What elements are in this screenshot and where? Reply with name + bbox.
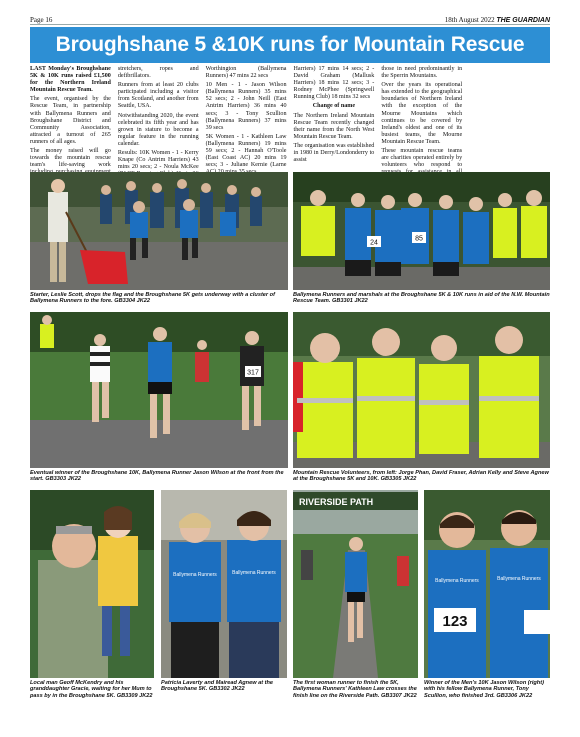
shirt-logo: Ballymena Runners xyxy=(435,578,479,584)
photo-riverside-finish xyxy=(293,490,418,678)
article-lead: LAST Monday's Broughshane 5K & 10K runs raised £1,500 for the Northern Ireland Mountain Rescue Team. xyxy=(30,66,111,94)
photo-two-women xyxy=(161,490,287,678)
shirt-logo: Ballymena Runners xyxy=(232,570,276,576)
bib-number: 123 xyxy=(442,613,468,630)
photo-grandfather-granddaughter xyxy=(30,490,154,678)
caption-riverside-finish: The first woman runner to finish the 5K, Ballymena Runners' Kathleen Law crosses the finish line on the Riverside Path. GB3307 JK22 xyxy=(293,680,417,699)
article-paragraph: These mountain rescue teams are charities operated entirely by volunteers who respond to xyxy=(381,148,463,169)
headline-banner: Broughshane 5 &10K runs for Mountain Rescue xyxy=(30,27,550,63)
article-paragraph: The event, organised by the Rescue Team, in partnership with Ballymena Runners and Broughshane District and Community Association, attracted a turnout of 265 runners of all ages. xyxy=(30,96,111,145)
article-paragraph: 10 Men - 1 - Jason Wilson (Ballymena Runners) 35 mins 52 secs; 2 - John Neill (East Antrim Harriers) 36 mins 40 secs; 3 - Tony Scullion (Ballymena Runners) 37 mins 39 secs xyxy=(205,82,287,131)
article-paragraph: Over the years its operational has extended to the geographical boundaries of Northern Ireland with the exception of the Mourne Mountains which continues to be covered by Ireland's oldest and one of its busiest teams, the Mourne Mountain Rescue Team. xyxy=(381,82,463,145)
article-paragraph: The organisation was established in 1980 in Derry/Londonderry to assist xyxy=(293,142,375,164)
bib-number: 317 xyxy=(247,369,259,377)
caption-rescue-volunteers: Mountain Rescue Volunteers, from left: Jorge Phan, David Fraser, Adrian Kelly and Steve Agnew at the Broughshane 5K and 10K. GB3305 JK22 xyxy=(293,470,549,483)
article-paragraph: Runners from at least 20 clubs participated including a visitor from Scotland, and another from Seattle, USA. xyxy=(117,82,199,110)
article-body xyxy=(30,66,550,170)
shirt-logo: Ballymena Runners xyxy=(173,572,217,578)
caption-two-women: Patricia Laverty and Mairead Agnew at the Broughshane 5K. GB3302 JK22 xyxy=(161,680,274,693)
article-paragraph: Harriers) 17 mins 14 secs; 2 - David Graham (Mallusk Harriers) 18 mins 12 secs; 3 - Rodney McPhee (Springwell Running Club) 18 mins 32 secs xyxy=(293,66,375,101)
shirt-logo: Ballymena Runners xyxy=(497,576,541,582)
photo-10k-winners xyxy=(424,490,550,678)
bib-number: 85 xyxy=(415,235,423,243)
page-number: Page 16 xyxy=(30,16,53,24)
photo-race-start xyxy=(30,172,288,290)
article-paragraph: Notwithstanding 2020, the event celebrated its fifth year and has grown in stature to become a regular feature in the running calendar. xyxy=(117,112,199,147)
caption-race-start: Starter, Leslie Scott, drops the flag and the Broughshane 5K gets underway with a cluster of Ballymena Runners to the fore. GB3304 JK22 xyxy=(30,292,275,305)
riverside-sign: RIVERSIDE PATH xyxy=(299,497,374,507)
issue-date: 18th August 2022 xyxy=(444,16,495,24)
caption-10k-winners: Winner of the Men's 10K Jason Wilson (right) with his fellow Ballymena Runner, Tony Scullion, who finished 3rd. GB3306 JK22 xyxy=(424,680,544,699)
photo-runners-marshals xyxy=(293,172,550,290)
article-paragraph: 5K Women - 1 - Kathleen Law (Ballymena Runners) 19 mins 59 secs; 2 - Hannah O'Toole (East Coast AC) 20 mins 19 secs; 3 - Juliane Kernie (Larne xyxy=(205,133,287,169)
photo-rescue-volunteers xyxy=(293,312,550,468)
bib-number: 24 xyxy=(370,239,378,247)
caption-10k-start: Eventual winner of the Broughshane 10K, Ballymena Runner Jason Wilson at the front from the start. GB3303 JK22 xyxy=(30,470,284,483)
paper-name: THE GUARDIAN xyxy=(496,17,550,24)
page-header xyxy=(30,10,550,25)
article-paragraph: Worthington (Ballymena Runners) 47 mins 22 secs xyxy=(205,66,287,80)
article-paragraph: stretchers, ropes and defibrillators. xyxy=(117,66,199,80)
article-paragraph: The Northern Ireland Mountain Rescue Team recently changed their name from the North West Mountain Rescue Team. xyxy=(293,112,375,140)
caption-grandfather-granddaughter: Local man Geoff McKendry and his granddaughter Gracie, waiting for her Mum to pass by in the Broughshane 5K. GB3309 JK22 xyxy=(30,680,153,699)
caption-runners-marshals: Ballymena Runners and marshals at the Broughshane 5K & 10K runs in aid of the N.W. Mountain Rescue Team. GB3301 JK22 xyxy=(293,292,550,305)
photo-10k-start xyxy=(30,312,288,468)
article-paragraph: Results: 10K Women - 1 - Kerry Knape (Co Antrim Harriers) 43 mins 20 secs; 2 - Noula McKee xyxy=(117,150,199,171)
header-right xyxy=(445,16,550,24)
article-paragraph: The money raised will go towards the mountain rescue team's life-saving work xyxy=(30,148,111,169)
article-subheading: Change of name xyxy=(312,103,356,110)
article-paragraph: those in need predominantly in the Sperrin Mountains. xyxy=(381,66,463,80)
